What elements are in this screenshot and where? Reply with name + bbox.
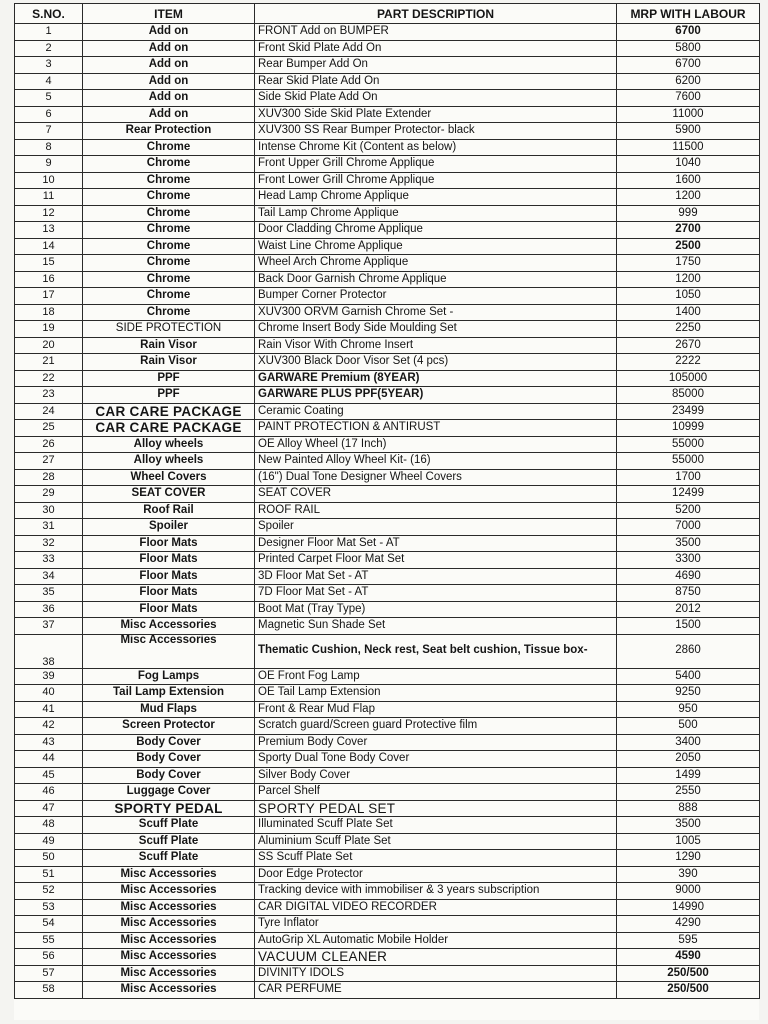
cell-part-description: GARWARE PLUS PPF(5YEAR) [255,387,617,404]
cell-item: Chrome [83,304,255,321]
cell-item: Misc Accessories [83,965,255,982]
table-row [15,701,760,718]
table-row [15,469,760,486]
cell-sno: 51 [15,866,83,883]
cell-item: Alloy wheels [83,436,255,453]
cell-item: Chrome [83,139,255,156]
header-item: ITEM [83,4,255,24]
cell-part-description: OE Tail Lamp Extension [255,685,617,702]
cell-item: Misc Accessories [83,866,255,883]
cell-sno: 27 [15,453,83,470]
cell-sno: 28 [15,469,83,486]
cell-sno: 38 [15,634,83,668]
cell-mrp: 2250 [617,321,760,338]
table-row [15,40,760,57]
cell-item: Floor Mats [83,552,255,569]
cell-sno: 12 [15,205,83,222]
table-row [15,568,760,585]
table-row [15,767,760,784]
cell-item: Scuff Plate [83,850,255,867]
cell-mrp: 2222 [617,354,760,371]
cell-sno: 17 [15,288,83,305]
cell-sno: 46 [15,784,83,801]
cell-item: Scuff Plate [83,833,255,850]
cell-part-description: (16") Dual Tone Designer Wheel Covers [255,469,617,486]
cell-sno: 8 [15,139,83,156]
cell-part-description: Door Edge Protector [255,866,617,883]
cell-item: Roof Rail [83,502,255,519]
cell-sno: 3 [15,57,83,74]
cell-mrp: 105000 [617,370,760,387]
cell-part-description: Wheel Arch Chrome Applique [255,255,617,272]
table-row [15,156,760,173]
cell-mrp: 9000 [617,883,760,900]
cell-part-description: CAR PERFUME [255,982,617,999]
cell-sno: 9 [15,156,83,173]
cell-mrp: 2500 [617,238,760,255]
cell-sno: 45 [15,767,83,784]
cell-item: Mud Flaps [83,701,255,718]
cell-sno: 58 [15,982,83,999]
cell-sno: 34 [15,568,83,585]
cell-sno: 50 [15,850,83,867]
cell-mrp: 2860 [617,634,760,668]
table-row [15,552,760,569]
cell-mrp: 595 [617,932,760,949]
table-row [15,685,760,702]
cell-mrp: 5400 [617,668,760,685]
cell-sno: 13 [15,222,83,239]
cell-sno: 11 [15,189,83,206]
table-row [15,354,760,371]
cell-sno: 49 [15,833,83,850]
cell-sno: 32 [15,535,83,552]
cell-mrp: 5800 [617,40,760,57]
cell-item: Add on [83,57,255,74]
cell-item: Body Cover [83,734,255,751]
cell-item: Scuff Plate [83,817,255,834]
cell-item: Chrome [83,222,255,239]
cell-mrp: 4590 [617,949,760,966]
cell-item: Misc Accessories [83,883,255,900]
table-row [15,205,760,222]
cell-mrp: 2550 [617,784,760,801]
cell-part-description: SEAT COVER [255,486,617,503]
table-row [15,585,760,602]
table-row [15,601,760,618]
cell-part-description: Side Skid Plate Add On [255,90,617,107]
cell-mrp: 250/500 [617,965,760,982]
cell-sno: 53 [15,899,83,916]
table-row [15,982,760,999]
cell-sno: 19 [15,321,83,338]
cell-part-description: 7D Floor Mat Set - AT [255,585,617,602]
table-row [15,139,760,156]
cell-part-description: Front Upper Grill Chrome Applique [255,156,617,173]
cell-mrp: 1499 [617,767,760,784]
cell-sno: 36 [15,601,83,618]
table-row [15,734,760,751]
table-row [15,403,760,420]
cell-sno: 14 [15,238,83,255]
cell-mrp: 9250 [617,685,760,702]
cell-item: Rain Visor [83,337,255,354]
table-row [15,436,760,453]
cell-mrp: 500 [617,718,760,735]
table-row [15,255,760,272]
table-row [15,321,760,338]
cell-item: Chrome [83,156,255,173]
cell-part-description: Ceramic Coating [255,403,617,420]
cell-part-description: Tracking device with immobiliser & 3 years subscription [255,883,617,900]
cell-item: Misc Accessories [83,949,255,966]
cell-item: Chrome [83,288,255,305]
cell-item: Add on [83,106,255,123]
table-row [15,618,760,635]
cell-mrp: 85000 [617,387,760,404]
cell-item: Floor Mats [83,585,255,602]
cell-mrp: 11500 [617,139,760,156]
table-row [15,337,760,354]
header-mrp-with-labour: MRP WITH LABOUR [617,4,760,24]
cell-mrp: 999 [617,205,760,222]
table-row [15,288,760,305]
cell-part-description: Front & Rear Mud Flap [255,701,617,718]
cell-sno: 25 [15,420,83,437]
cell-part-description: XUV300 Black Door Visor Set (4 pcs) [255,354,617,371]
cell-part-description: GARWARE Premium (8YEAR) [255,370,617,387]
cell-item: PPF [83,387,255,404]
cell-mrp: 4290 [617,916,760,933]
cell-mrp: 1600 [617,172,760,189]
cell-item: Misc Accessories [83,982,255,999]
cell-sno: 48 [15,817,83,834]
cell-sno: 23 [15,387,83,404]
cell-mrp: 3300 [617,552,760,569]
cell-sno: 55 [15,932,83,949]
cell-sno: 10 [15,172,83,189]
cell-mrp: 888 [617,800,760,817]
table-row [15,271,760,288]
cell-item: Body Cover [83,767,255,784]
cell-mrp: 1200 [617,271,760,288]
cell-mrp: 55000 [617,453,760,470]
cell-part-description: Sporty Dual Tone Body Cover [255,751,617,768]
cell-item: Fog Lamps [83,668,255,685]
cell-item: Floor Mats [83,601,255,618]
cell-mrp: 1400 [617,304,760,321]
cell-item: Rain Visor [83,354,255,371]
table-row [15,73,760,90]
cell-part-description: Front Skid Plate Add On [255,40,617,57]
cell-item: Chrome [83,271,255,288]
cell-part-description: Tail Lamp Chrome Applique [255,205,617,222]
table-row [15,453,760,470]
table-row [15,172,760,189]
cell-sno: 1 [15,24,83,41]
cell-part-description: Magnetic Sun Shade Set [255,618,617,635]
cell-sno: 18 [15,304,83,321]
cell-mrp: 1200 [617,189,760,206]
cell-mrp: 11000 [617,106,760,123]
cell-mrp: 14990 [617,899,760,916]
cell-sno: 31 [15,519,83,536]
cell-mrp: 3500 [617,817,760,834]
cell-mrp: 4690 [617,568,760,585]
price-list-sheet [14,3,759,1020]
cell-item: Add on [83,90,255,107]
table-header [15,4,760,24]
cell-mrp: 390 [617,866,760,883]
cell-sno: 57 [15,965,83,982]
cell-item: CAR CARE PACKAGE [83,420,255,437]
cell-item: Floor Mats [83,568,255,585]
cell-mrp: 1005 [617,833,760,850]
cell-item: Add on [83,40,255,57]
cell-mrp: 10999 [617,420,760,437]
table-row [15,304,760,321]
cell-mrp: 7000 [617,519,760,536]
cell-mrp: 1500 [617,618,760,635]
cell-item: Body Cover [83,751,255,768]
cell-part-description: Scratch guard/Screen guard Protective film [255,718,617,735]
table-row [15,949,760,966]
cell-sno: 2 [15,40,83,57]
cell-part-description: Tyre Inflator [255,916,617,933]
cell-part-description: OE Alloy Wheel (17 Inch) [255,436,617,453]
cell-part-description: Rain Visor With Chrome Insert [255,337,617,354]
table-row [15,668,760,685]
cell-sno: 37 [15,618,83,635]
cell-part-description: Aluminium Scuff Plate Set [255,833,617,850]
cell-mrp: 12499 [617,486,760,503]
cell-item: Screen Protector [83,718,255,735]
table-row [15,866,760,883]
cell-mrp: 7600 [617,90,760,107]
table-row [15,850,760,867]
table-row [15,370,760,387]
cell-sno: 5 [15,90,83,107]
cell-sno: 24 [15,403,83,420]
cell-sno: 6 [15,106,83,123]
table-row [15,883,760,900]
cell-part-description: Parcel Shelf [255,784,617,801]
cell-item: Alloy wheels [83,453,255,470]
cell-item: Chrome [83,172,255,189]
cell-item: Chrome [83,238,255,255]
cell-part-description: VACUUM CLEANER [255,949,617,966]
cell-sno: 56 [15,949,83,966]
cell-mrp: 5900 [617,123,760,140]
table-row [15,123,760,140]
header-row [15,4,760,24]
table-row [15,420,760,437]
table-row [15,90,760,107]
cell-mrp: 950 [617,701,760,718]
cell-part-description: OE Front Fog Lamp [255,668,617,685]
table-row [15,535,760,552]
cell-item: SEAT COVER [83,486,255,503]
cell-part-description: Waist Line Chrome Applique [255,238,617,255]
cell-item: Luggage Cover [83,784,255,801]
cell-part-description: AutoGrip XL Automatic Mobile Holder [255,932,617,949]
cell-item: Add on [83,24,255,41]
cell-item: SIDE PROTECTION [83,321,255,338]
cell-part-description: FRONT Add on BUMPER [255,24,617,41]
cell-mrp: 55000 [617,436,760,453]
cell-part-description: Door Cladding Chrome Applique [255,222,617,239]
cell-sno: 41 [15,701,83,718]
cell-item: Tail Lamp Extension [83,685,255,702]
cell-part-description: SPORTY PEDAL SET [255,800,617,817]
header-part-description: PART DESCRIPTION [255,4,617,24]
cell-mrp: 3500 [617,535,760,552]
cell-item: Wheel Covers [83,469,255,486]
table-row [15,899,760,916]
cell-item: Misc Accessories [83,899,255,916]
cell-sno: 40 [15,685,83,702]
cell-item: Chrome [83,205,255,222]
table-row [15,222,760,239]
cell-item: Misc Accessories [83,932,255,949]
cell-sno: 16 [15,271,83,288]
cell-item: Misc Accessories [83,634,255,668]
cell-mrp: 23499 [617,403,760,420]
cell-mrp: 250/500 [617,982,760,999]
cell-item: PPF [83,370,255,387]
cell-mrp: 6700 [617,24,760,41]
cell-sno: 52 [15,883,83,900]
cell-part-description: Rear Bumper Add On [255,57,617,74]
cell-sno: 44 [15,751,83,768]
cell-part-description: XUV300 SS Rear Bumper Protector- black [255,123,617,140]
table-row [15,238,760,255]
cell-sno: 15 [15,255,83,272]
table-row [15,965,760,982]
table-row [15,519,760,536]
cell-part-description: Boot Mat (Tray Type) [255,601,617,618]
cell-item: Spoiler [83,519,255,536]
cell-mrp: 1750 [617,255,760,272]
cell-part-description: Chrome Insert Body Side Moulding Set [255,321,617,338]
cell-mrp: 6200 [617,73,760,90]
cell-item: Chrome [83,255,255,272]
table-row [15,24,760,41]
cell-item: Add on [83,73,255,90]
cell-part-description: CAR DIGITAL VIDEO RECORDER [255,899,617,916]
table-row [15,387,760,404]
cell-part-description: Head Lamp Chrome Applique [255,189,617,206]
cell-part-description: Thematic Cushion, Neck rest, Seat belt cushion, Tissue box- [255,634,617,668]
cell-mrp: 2700 [617,222,760,239]
cell-part-description: Front Lower Grill Chrome Applique [255,172,617,189]
cell-item: Rear Protection [83,123,255,140]
cell-sno: 21 [15,354,83,371]
cell-sno: 42 [15,718,83,735]
cell-mrp: 3400 [617,734,760,751]
cell-part-description: DIVINITY IDOLS [255,965,617,982]
cell-part-description: 3D Floor Mat Set - AT [255,568,617,585]
cell-item: Misc Accessories [83,916,255,933]
cell-part-description: PAINT PROTECTION & ANTIRUST [255,420,617,437]
cell-part-description: Designer Floor Mat Set - AT [255,535,617,552]
cell-part-description: New Painted Alloy Wheel Kit- (16) [255,453,617,470]
cell-mrp: 2050 [617,751,760,768]
cell-mrp: 1290 [617,850,760,867]
cell-mrp: 1050 [617,288,760,305]
cell-part-description: Premium Body Cover [255,734,617,751]
accessories-price-table [14,3,760,999]
cell-sno: 7 [15,123,83,140]
table-row [15,57,760,74]
cell-sno: 20 [15,337,83,354]
cell-item: Misc Accessories [83,618,255,635]
cell-item: SPORTY PEDAL [83,800,255,817]
cell-part-description: Rear Skid Plate Add On [255,73,617,90]
cell-sno: 22 [15,370,83,387]
cell-sno: 33 [15,552,83,569]
cell-part-description: Spoiler [255,519,617,536]
cell-sno: 26 [15,436,83,453]
cell-part-description: Silver Body Cover [255,767,617,784]
cell-part-description: ROOF RAIL [255,502,617,519]
cell-mrp: 1700 [617,469,760,486]
cell-part-description: Illuminated Scuff Plate Set [255,817,617,834]
table-body [15,24,760,999]
cell-mrp: 2012 [617,601,760,618]
cell-part-description: Bumper Corner Protector [255,288,617,305]
cell-part-description: XUV300 ORVM Garnish Chrome Set - [255,304,617,321]
cell-sno: 29 [15,486,83,503]
table-row [15,784,760,801]
cell-mrp: 2670 [617,337,760,354]
cell-mrp: 5200 [617,502,760,519]
cell-sno: 35 [15,585,83,602]
cell-mrp: 6700 [617,57,760,74]
header-sno: S.NO. [15,4,83,24]
cell-sno: 47 [15,800,83,817]
table-row [15,502,760,519]
cell-sno: 54 [15,916,83,933]
cell-sno: 30 [15,502,83,519]
cell-sno: 39 [15,668,83,685]
table-row [15,932,760,949]
cell-item: Chrome [83,189,255,206]
table-row [15,634,760,668]
table-row [15,916,760,933]
cell-part-description: XUV300 Side Skid Plate Extender [255,106,617,123]
table-row [15,106,760,123]
table-row [15,800,760,817]
cell-mrp: 8750 [617,585,760,602]
table-row [15,486,760,503]
cell-part-description: SS Scuff Plate Set [255,850,617,867]
cell-sno: 4 [15,73,83,90]
cell-part-description: Back Door Garnish Chrome Applique [255,271,617,288]
table-row [15,817,760,834]
cell-item: Floor Mats [83,535,255,552]
cell-item: CAR CARE PACKAGE [83,403,255,420]
cell-part-description: Printed Carpet Floor Mat Set [255,552,617,569]
table-row [15,833,760,850]
cell-part-description: Intense Chrome Kit (Content as below) [255,139,617,156]
table-row [15,751,760,768]
cell-mrp: 1040 [617,156,760,173]
cell-sno: 43 [15,734,83,751]
table-row [15,189,760,206]
table-row [15,718,760,735]
